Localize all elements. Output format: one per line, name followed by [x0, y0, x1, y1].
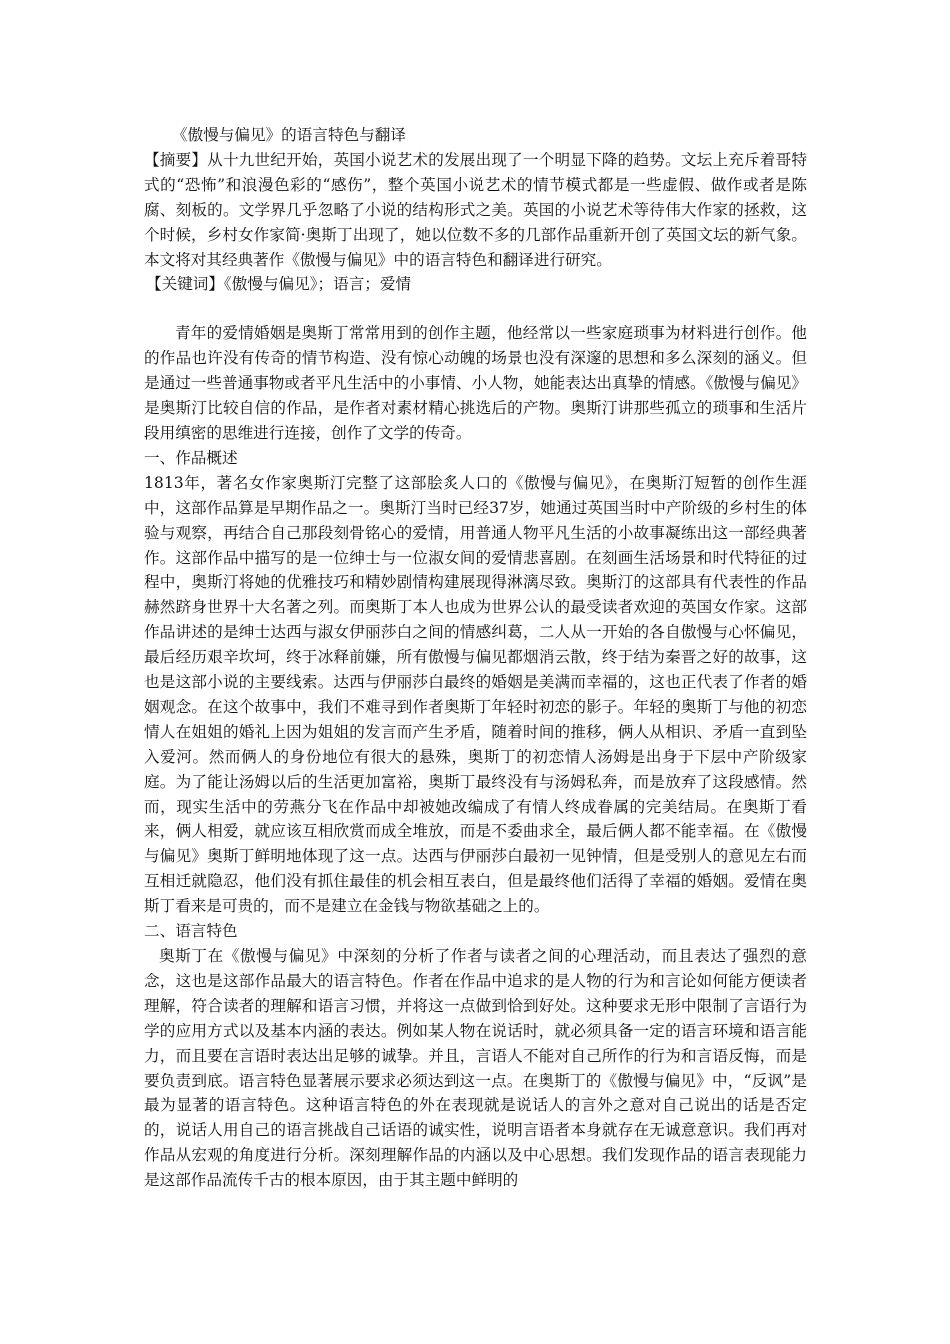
keywords-line: 【关键词】《傲慢与偏见》；语言；爱情 — [146, 275, 412, 294]
document-body — [144, 123, 807, 1193]
overview-paragraph: 1813年，著名女作家奥斯汀完整了这部脍炙人口的《傲慢与偏见》，在奥斯汀短暂的创作生涯中，这部作品算是早期作品之一。奥斯汀当时已经37岁，她通过英国当时中产阶级的乡村生的体验与观察，再结合自己那段刻骨铭心的爱情，用普通人物平凡生活的小故事凝练出这一部经典著作。这部作品中描写的是一位绅士与一位淑女间的爱情悲喜剧。在刻画生活场景和时代特征的过程中，奥斯汀将她的优雅技巧和精妙剧情构建展现得淋漓尽致。奥斯汀的这部具有代表性的作品赫然跻身世界十大名著之列。而奥斯丁本人也成为世界公认的最受读者欢迎的英国女作家。这部作品讲述的是绅士达西与淑女伊丽莎白之间的情感纠葛，二人从一开始的各自傲慢与心怀偏见，最后经历艰辛坎坷，终于冰释前嫌，所有傲慢与偏见都烟消云散，终于结为秦晋之好的故事，这也是这部小说的主要线索。达西与伊丽莎白最终的婚姻是美满而幸福的，这也正代表了作者的婚姻观念。在这个故事中，我们不难寻到作者奥斯丁年轻时初恋的影子。年轻的奥斯丁与他的初恋情人在姐姐的婚礼上因为姐姐的发言而产生矛盾，随着时间的推移，俩人从相识、矛盾一直到坠入爱河。然而俩人的身份地位有很大的悬殊，奥斯丁的初恋情人汤姆是出身于下层中产阶级家庭。为了能让汤姆以后的生活更加富裕，奥斯丁最终没有与汤姆私奔，而是放弃了这段感情。然而，现实生活中的劳燕分飞在作品中却被她改编成了有情人终成眷属的完美结局。在奥斯丁看来，俩人相爱，就应该互相欣赏而成全堆放，而是不委曲求全，最后俩人都不能幸福。在《傲慢与偏见》奥斯丁鲜明地体现了这一点。达西与伊丽莎白最初一见钟情，但是受别人的意见左右而互相迁就隐忍，他们没有抓住最佳的机会相互表白，但是最终他们活得了幸福的婚姻。爱情在奥斯丁看来是可贵的，而不是建立在金钱与物欲基础之上的。 — [144, 473, 807, 916]
section-heading-language: 二、语言特色 — [144, 922, 238, 941]
document-title: 《傲慢与偏见》的语言特色与翻译 — [172, 126, 406, 144]
abstract-paragraph: 【摘要】从十九世纪开始，英国小说艺术的发展出现了一个明显下降的趋势。文坛上充斥着哥特式的“恐怖”和浪漫色彩的“感伤”，整个英国小说艺术的情节模式都是一些虚假、做作或者是陈腐、刻板的。文学界几乎忽略了小说的结构形式之美。英国的小说艺术等待伟大作家的拯救，这个时候，乡村女作家简·奥斯丁出现了，她以位数不多的几部作品重新开创了英国文坛的新气象。本文将对其经典著作《傲慢与偏见》中的语言特色和翻译进行研究。 — [144, 150, 807, 269]
section-heading-overview: 一、作品概述 — [144, 448, 238, 467]
language-paragraph: 奥斯丁在《傲慢与偏见》中深刻的分析了作者与读者之间的心理活动，而且表达了强烈的意念，这也是这部作品最大的语言特色。作者在作品中追求的是人物的行为和言论如何能方便读者理解，符合读者的理解和语言习惯，并将这一点做到恰到好处。这种要求无形中限制了言语行为学的应用方式以及基本内涵的表达。例如某人物在说话时，就必须具备一定的语言环境和语言能力，而且要在言语时表达出足够的诚挚。并且，言语人不能对自己所作的行为和言语反悔，而是要负责到底。语言特色显著展示要求必须达到这一点。在奥斯丁的《傲慢与偏见》中，“反讽”是最为显著的语言特色。这种语言特色的外在表现就是说话人的言外之意对自己说出的话是否定的，说话人用自己的语言挑战自己话语的诚实性，说明言语者本身就存在无诚意意识。我们再对作品从宏观的角度进行分析。深刻理解作品的内涵以及中心思想。我们发现作品的语言表现能力是这部作品流传千古的根本原因，由于其主题中鲜明的 — [144, 947, 807, 1190]
paragraph-spacer — [144, 297, 807, 321]
intro-paragraph: 青年的爱情婚姻是奥斯丁常常用到的创作主题，他经常以一些家庭琐事为材料进行创作。他的作品也许没有传奇的情节构造、没有惊心动魄的场景也没有深邃的思想和多么深刻的涵义。但是通过一些普通事物或者平凡生活中的小事情、小人物，她能表达出真挚的情感。《傲慢与偏见》是奥斯汀比较自信的作品，是作者对素材精心挑选后的产物。奥斯汀讲那些孤立的琐事和生活片段用缜密的思维进行连接，创作了文学的传奇。 — [144, 324, 807, 442]
